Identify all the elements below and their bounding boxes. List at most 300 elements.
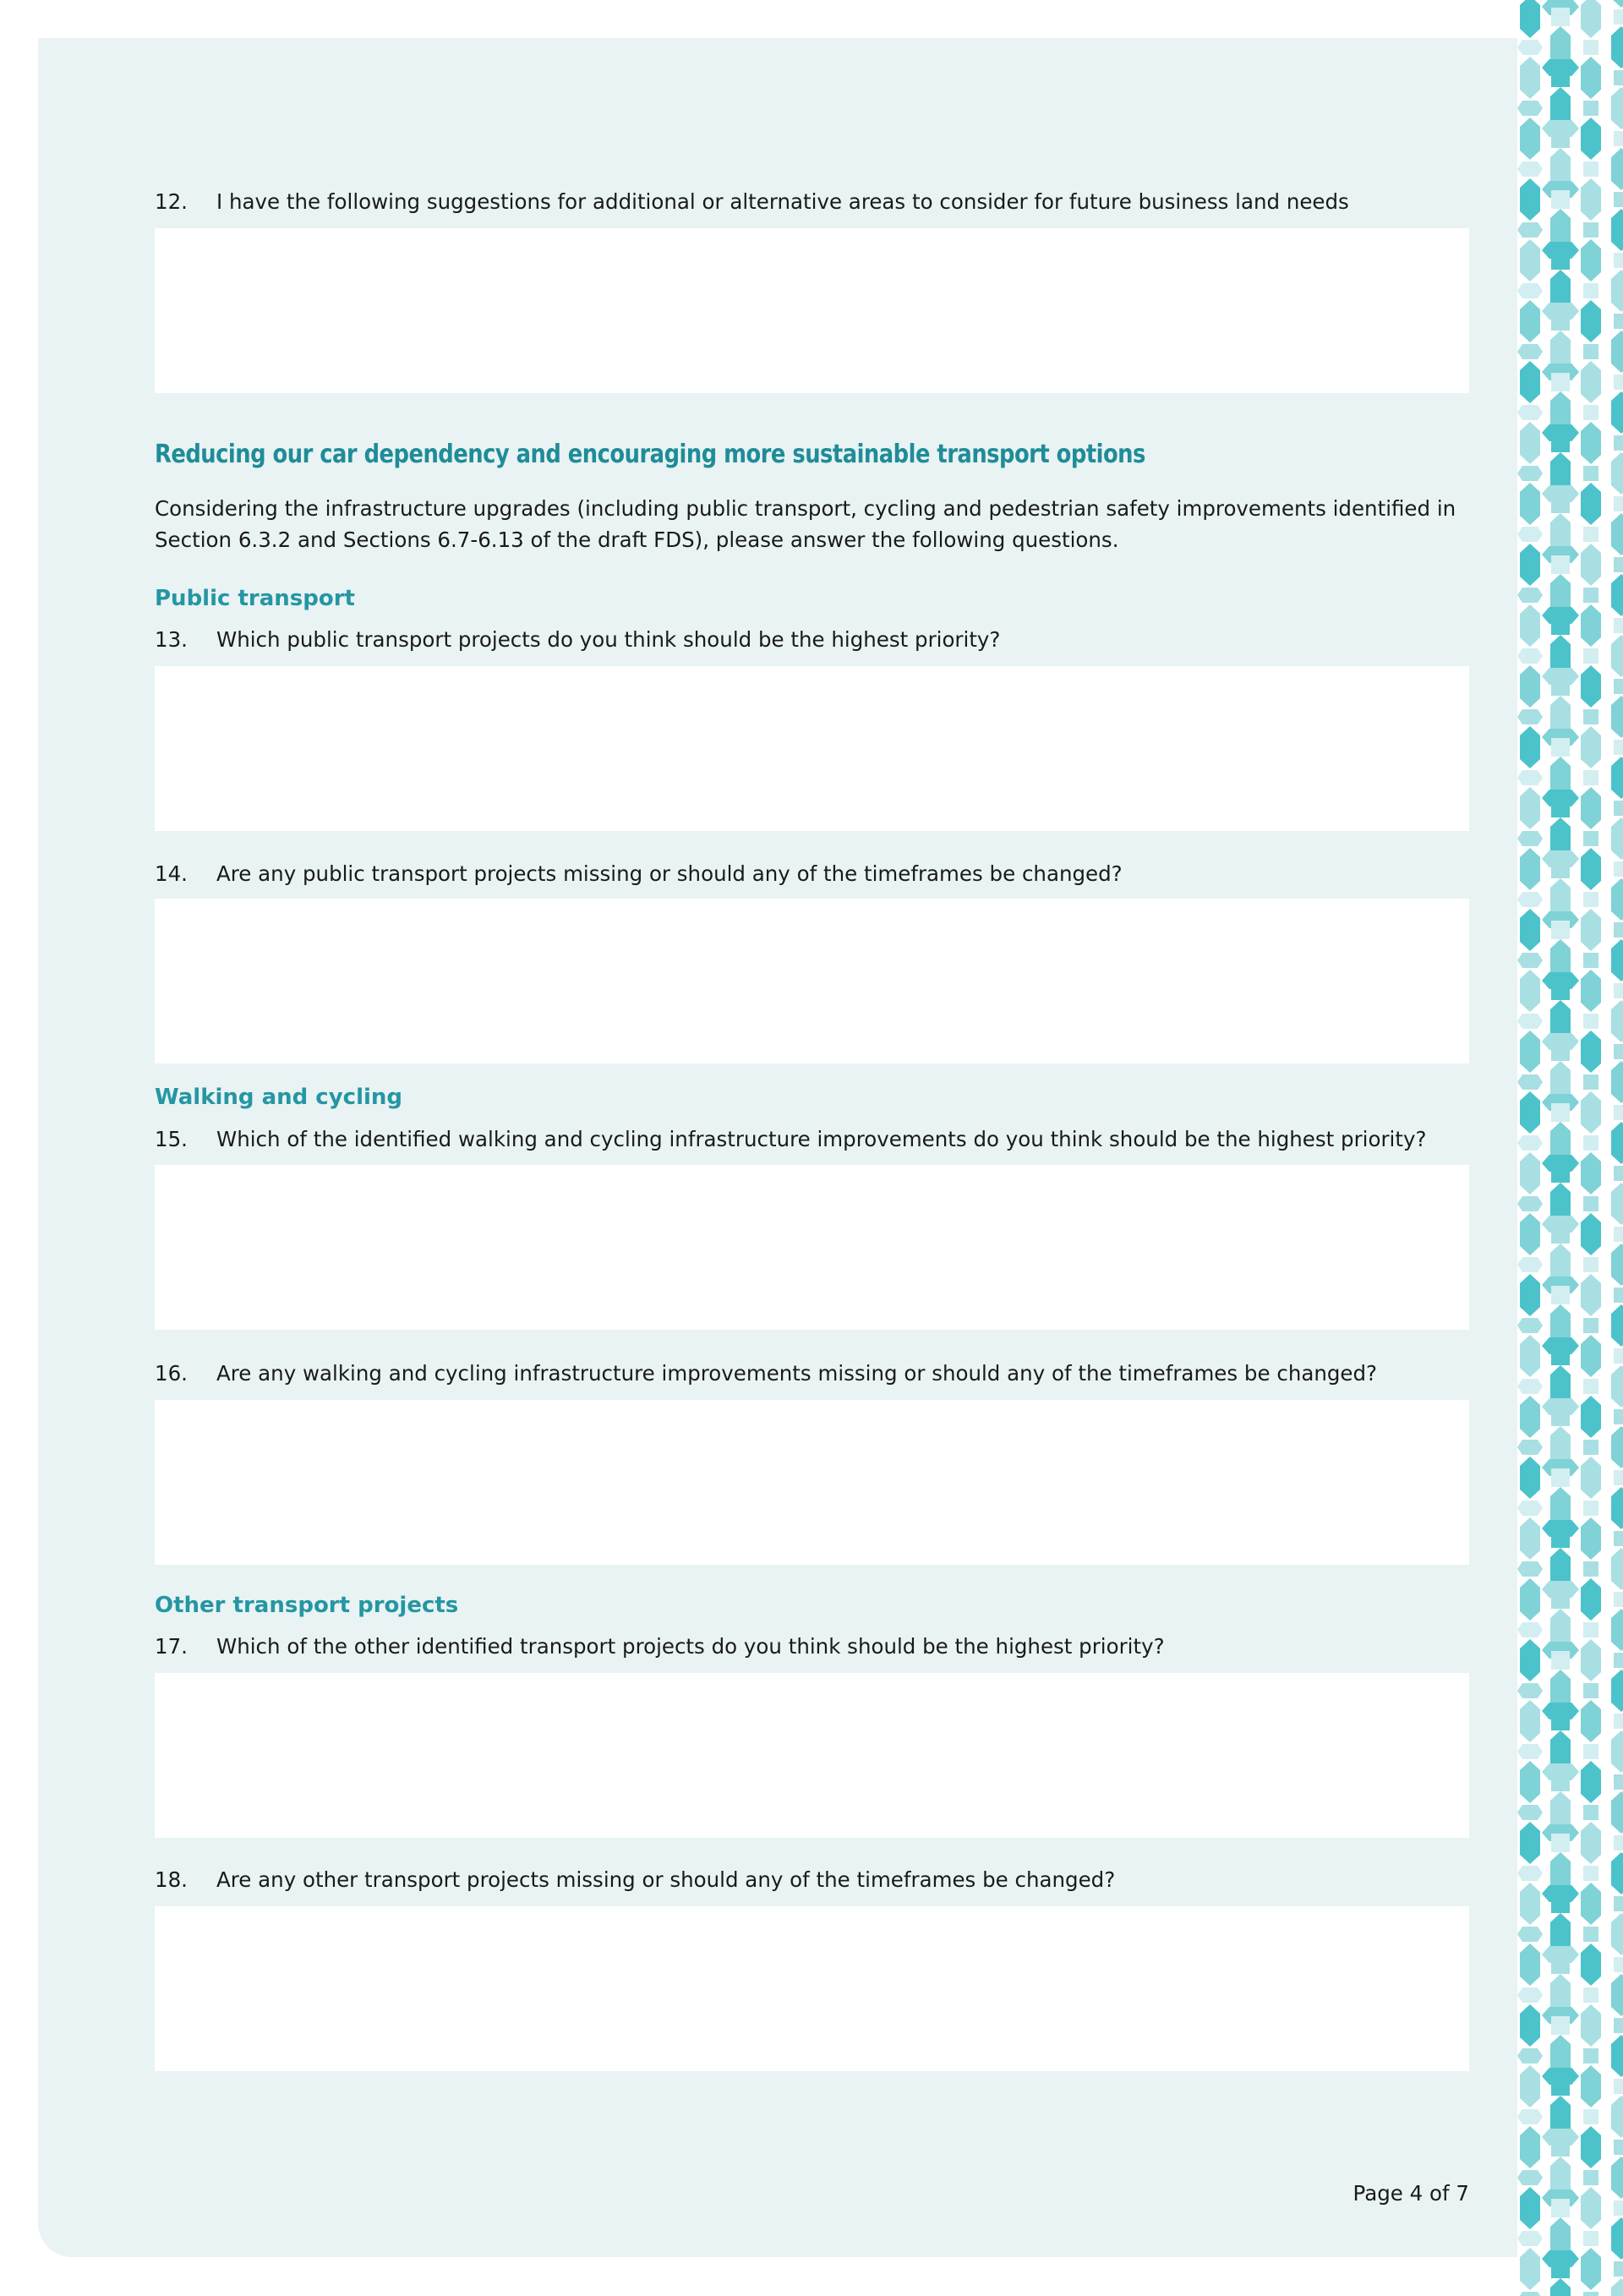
question-15-answer-field[interactable] <box>155 1165 1469 1330</box>
pattern-vertical-hexagon <box>1520 1943 1540 1986</box>
pattern-horizontal-hexagon <box>1517 1318 1543 1333</box>
pattern-horizontal-hexagon <box>1517 283 1543 298</box>
pattern-vertical-hexagon <box>1520 604 1540 647</box>
pattern-square <box>1583 1501 1598 1516</box>
pattern-vertical-hexagon <box>1611 1609 1623 1651</box>
pattern-vertical-hexagon <box>1581 604 1601 647</box>
pattern-square <box>1583 2231 1598 2246</box>
question-number: 13. <box>155 627 188 652</box>
pattern-square <box>1551 1468 1570 1487</box>
pattern-square <box>1551 312 1570 331</box>
pattern-square <box>1551 1347 1570 1365</box>
pattern-square <box>1583 892 1598 907</box>
pattern-vertical-hexagon <box>1611 1183 1623 1225</box>
pattern-vertical-hexagon <box>1581 1639 1601 1681</box>
section-intro: Considering the infrastructure upgrades (including public transport, cycling and pedestrian safety improvements identified in Section 6.3.2 and Sections 6.7-6.13 of the draft FDS), please answer the following questions. <box>155 496 1456 552</box>
pattern-vertical-hexagon <box>1611 1974 1623 2016</box>
pattern-square <box>1551 1164 1570 1183</box>
question-14-answer-field[interactable] <box>155 899 1469 1063</box>
pattern-vertical-hexagon <box>1520 361 1540 403</box>
pattern-square <box>1583 283 1598 298</box>
pattern-square <box>1551 68 1570 87</box>
pattern-vertical-hexagon <box>1611 1670 1623 1712</box>
pattern-vertical-hexagon <box>1611 1061 1623 1103</box>
pattern-vertical-hexagon <box>1520 1213 1540 1255</box>
pattern-square <box>1551 860 1570 878</box>
pattern-vertical-hexagon <box>1520 665 1540 708</box>
pattern-square <box>1614 1957 1623 1972</box>
pattern-vertical-hexagon <box>1611 1487 1623 1529</box>
pattern-vertical-hexagon <box>1611 878 1623 921</box>
pattern-square <box>1583 2170 1598 2185</box>
pattern-vertical-hexagon <box>1520 909 1540 951</box>
pattern-horizontal-hexagon <box>1517 2109 1543 2124</box>
pattern-square <box>1551 1651 1570 1670</box>
pattern-horizontal-hexagon <box>1517 466 1543 481</box>
pattern-horizontal-hexagon <box>1517 405 1543 420</box>
pattern-square <box>1614 1227 1623 1242</box>
pattern-vertical-hexagon <box>1520 1457 1540 1499</box>
pattern-square <box>1583 2048 1598 2064</box>
pattern-square <box>1614 2261 1623 2277</box>
pattern-square <box>1583 1683 1598 1698</box>
page-number: Page 4 of 7 <box>1352 2181 1469 2206</box>
pattern-square <box>1551 1773 1570 1791</box>
pattern-square <box>1583 648 1598 664</box>
pattern-square <box>1614 1531 1623 1546</box>
pattern-square <box>1614 9 1623 25</box>
pattern-vertical-hexagon <box>1581 1700 1601 1742</box>
question-number: 14. <box>155 861 188 886</box>
pattern-square <box>1583 1805 1598 1820</box>
pattern-vertical-hexagon <box>1520 544 1540 586</box>
pattern-square <box>1614 374 1623 390</box>
pattern-vertical-hexagon <box>1520 239 1540 282</box>
pattern-vertical-hexagon <box>1581 1457 1601 1499</box>
pattern-square <box>1551 981 1570 1000</box>
question-12-label <box>155 189 1349 216</box>
pattern-square <box>1583 405 1598 420</box>
pattern-vertical-hexagon <box>1611 1548 1623 1590</box>
pattern-square <box>1583 1014 1598 1029</box>
pattern-horizontal-hexagon <box>1517 1074 1543 1090</box>
pattern-vertical-hexagon <box>1611 1426 1623 1468</box>
pattern-vertical-hexagon <box>1520 1091 1540 1134</box>
pattern-vertical-hexagon <box>1611 2035 1623 2077</box>
pattern-vertical-hexagon <box>1520 1761 1540 1803</box>
pattern-square <box>1583 2109 1598 2124</box>
pattern-square <box>1551 129 1570 148</box>
pattern-square <box>1583 770 1598 785</box>
pattern-square <box>1583 527 1598 542</box>
pattern-square <box>1583 2292 1598 2296</box>
pattern-square <box>1551 1286 1570 1304</box>
question-17-answer-box[interactable] <box>155 1673 1469 1838</box>
pattern-vertical-hexagon <box>1581 1335 1601 1377</box>
pattern-square <box>1551 1408 1570 1426</box>
question-14-answer-box[interactable] <box>155 899 1469 1063</box>
pattern-vertical-hexagon <box>1611 391 1623 434</box>
pattern-horizontal-hexagon <box>1517 40 1543 55</box>
pattern-square <box>1614 70 1623 85</box>
question-17-label <box>155 1633 1165 1660</box>
pattern-square <box>1583 1135 1598 1151</box>
pattern-vertical-hexagon <box>1520 1396 1540 1438</box>
pattern-square <box>1614 679 1623 694</box>
pattern-horizontal-hexagon <box>1517 953 1543 968</box>
pattern-vertical-hexagon <box>1611 513 1623 555</box>
pattern-horizontal-hexagon <box>1517 1196 1543 1211</box>
pattern-square <box>1551 1042 1570 1061</box>
pattern-vertical-hexagon <box>1581 1396 1601 1438</box>
pattern-vertical-hexagon <box>1520 2126 1540 2168</box>
pattern-vertical-hexagon <box>1581 1274 1601 1316</box>
pattern-square <box>1551 251 1570 270</box>
pattern-square <box>1583 1196 1598 1211</box>
pattern-horizontal-hexagon <box>1517 1379 1543 1394</box>
pattern-square <box>1614 1774 1623 1790</box>
pattern-vertical-hexagon <box>1581 300 1601 342</box>
pattern-square <box>1551 1894 1570 1913</box>
question-13-label <box>155 626 1000 653</box>
pattern-square <box>1551 2077 1570 2096</box>
pattern-square <box>1614 1653 1623 1668</box>
pattern-vertical-hexagon <box>1611 1852 1623 1894</box>
question-16-answer-box[interactable] <box>155 1400 1469 1565</box>
subheading-other-transport: Other transport projects <box>155 1593 459 1618</box>
pattern-vertical-hexagon <box>1581 1761 1601 1803</box>
question-18-answer-field[interactable] <box>155 1906 1469 2071</box>
pattern-square <box>1614 1835 1623 1850</box>
pattern-vertical-hexagon <box>1581 2248 1601 2290</box>
pattern-square <box>1583 1561 1598 1577</box>
pattern-vertical-hexagon <box>1611 1244 1623 1286</box>
pattern-horizontal-hexagon <box>1517 2048 1543 2064</box>
question-12-answer-box[interactable] <box>155 228 1469 393</box>
pattern-square <box>1551 2138 1570 2157</box>
pattern-horizontal-hexagon <box>1517 892 1543 907</box>
pattern-vertical-hexagon <box>1520 970 1540 1012</box>
pattern-square <box>1614 131 1623 146</box>
pattern-square <box>1583 1927 1598 1942</box>
pattern-vertical-hexagon <box>1581 1883 1601 1925</box>
pattern-square <box>1614 1105 1623 1120</box>
pattern-vertical-hexagon <box>1520 2187 1540 2229</box>
pattern-horizontal-hexagon <box>1517 1805 1543 1820</box>
pattern-square <box>1614 1166 1623 1181</box>
pattern-square <box>1551 2016 1570 2035</box>
pattern-square <box>1551 373 1570 391</box>
pattern-horizontal-hexagon <box>1517 2170 1543 2185</box>
pattern-vertical-hexagon <box>1581 118 1601 160</box>
pattern-vertical-hexagon <box>1611 0 1623 8</box>
pattern-horizontal-hexagon <box>1517 709 1543 724</box>
pattern-vertical-hexagon <box>1520 1030 1540 1073</box>
pattern-square <box>1583 1866 1598 1881</box>
pattern-square <box>1614 557 1623 572</box>
pattern-vertical-hexagon <box>1611 331 1623 373</box>
question-14-label <box>155 861 1123 888</box>
pattern-square <box>1583 1440 1598 1455</box>
question-16-answer-field[interactable] <box>155 1400 1469 1565</box>
pattern-square <box>1551 738 1570 757</box>
question-number: 12. <box>155 189 188 214</box>
pattern-vertical-hexagon <box>1581 1943 1601 1986</box>
pattern-vertical-hexagon <box>1581 2187 1601 2229</box>
pattern-square <box>1614 2018 1623 2033</box>
subheading-walking-cycling: Walking and cycling <box>155 1085 403 1110</box>
question-text: Which of the identified walking and cycling infrastructure improvements do you think should be the highest priority? <box>216 1127 1427 1151</box>
pattern-square <box>1551 8 1570 26</box>
pattern-square <box>1614 314 1623 329</box>
pattern-horizontal-hexagon <box>1517 2292 1543 2296</box>
pattern-square <box>1614 861 1623 877</box>
pattern-square <box>1583 1987 1598 2003</box>
pattern-vertical-hexagon <box>1581 0 1601 38</box>
subheading-public-transport: Public transport <box>155 586 355 611</box>
pattern-vertical-hexagon <box>1611 2278 1623 2296</box>
question-text: Are any public transport projects missing or should any of the timeframes be changed? <box>216 861 1123 886</box>
pattern-square <box>1583 1074 1598 1090</box>
pattern-square <box>1614 435 1623 451</box>
pattern-square <box>1583 40 1598 55</box>
pattern-horizontal-hexagon <box>1517 344 1543 359</box>
pattern-vertical-hexagon <box>1520 300 1540 342</box>
pattern-square <box>1551 555 1570 574</box>
pattern-vertical-hexagon <box>1581 57 1601 99</box>
pattern-vertical-hexagon <box>1611 1913 1623 1955</box>
pattern-vertical-hexagon <box>1581 239 1601 282</box>
pattern-vertical-hexagon <box>1581 1822 1601 1864</box>
pattern-square <box>1614 1592 1623 1607</box>
pattern-horizontal-hexagon <box>1517 1135 1543 1151</box>
pattern-square <box>1614 618 1623 633</box>
pattern-vertical-hexagon <box>1611 817 1623 860</box>
pattern-square <box>1551 1590 1570 1609</box>
pattern-vertical-hexagon <box>1611 87 1623 129</box>
pattern-vertical-hexagon <box>1520 2248 1540 2290</box>
pattern-vertical-hexagon <box>1520 848 1540 890</box>
pattern-vertical-hexagon <box>1581 2065 1601 2107</box>
pattern-vertical-hexagon <box>1520 1883 1540 1925</box>
pattern-square <box>1614 192 1623 207</box>
pattern-square <box>1551 1955 1570 1974</box>
pattern-vertical-hexagon <box>1611 2096 1623 2138</box>
pattern-vertical-hexagon <box>1581 909 1601 951</box>
pattern-vertical-hexagon <box>1520 422 1540 464</box>
pattern-square <box>1614 1287 1623 1303</box>
pattern-square <box>1583 161 1598 177</box>
question-text: Which public transport projects do you think should be the highest priority? <box>216 627 1001 652</box>
pattern-square <box>1583 1257 1598 1272</box>
question-number: 16. <box>155 1361 188 1386</box>
pattern-horizontal-hexagon <box>1517 1440 1543 1455</box>
pattern-horizontal-hexagon <box>1517 1987 1543 2003</box>
pattern-vertical-hexagon <box>1581 1578 1601 1621</box>
pattern-vertical-hexagon <box>1520 1152 1540 1194</box>
pattern-vertical-hexagon <box>1611 1000 1623 1042</box>
pattern-vertical-hexagon <box>1581 2126 1601 2168</box>
pattern-square <box>1614 801 1623 816</box>
pattern-vertical-hexagon <box>1520 1822 1540 1864</box>
pattern-square <box>1583 1622 1598 1637</box>
pattern-vertical-hexagon <box>1520 1517 1540 1560</box>
question-12-answer-field[interactable] <box>155 228 1469 393</box>
pattern-vertical-hexagon <box>1581 422 1601 464</box>
pattern-vertical-hexagon <box>1520 1335 1540 1377</box>
pattern-vertical-hexagon <box>1611 2217 1623 2260</box>
pattern-horizontal-hexagon <box>1517 222 1543 238</box>
question-number: 18. <box>155 1867 188 1892</box>
pattern-vertical-hexagon <box>1520 0 1540 38</box>
pattern-square <box>1583 831 1598 846</box>
pattern-vertical-hexagon <box>1550 2278 1571 2296</box>
question-text: Are any other transport projects missing or should any of the timeframes be changed? <box>216 1867 1116 1892</box>
pattern-horizontal-hexagon <box>1517 161 1543 177</box>
pattern-square <box>1583 1744 1598 1759</box>
pattern-square <box>1551 495 1570 513</box>
pattern-horizontal-hexagon <box>1517 588 1543 603</box>
pattern-square <box>1551 1834 1570 1852</box>
pattern-square <box>1551 1225 1570 1244</box>
pattern-horizontal-hexagon <box>1517 831 1543 846</box>
question-15-label <box>155 1126 1426 1153</box>
pattern-horizontal-hexagon <box>1517 1561 1543 1577</box>
pattern-horizontal-hexagon <box>1517 2231 1543 2246</box>
pattern-square <box>1583 101 1598 116</box>
pattern-vertical-hexagon <box>1611 452 1623 495</box>
pattern-vertical-hexagon <box>1611 1730 1623 1773</box>
pattern-horizontal-hexagon <box>1517 1622 1543 1637</box>
pattern-square <box>1551 434 1570 452</box>
pattern-vertical-hexagon <box>1581 848 1601 890</box>
pattern-vertical-hexagon <box>1581 361 1601 403</box>
pattern-square <box>1614 1714 1623 1729</box>
pattern-square <box>1551 1529 1570 1548</box>
pattern-vertical-hexagon <box>1520 1700 1540 1742</box>
pattern-square <box>1551 799 1570 817</box>
pattern-horizontal-hexagon <box>1517 527 1543 542</box>
pattern-square <box>1614 2079 1623 2094</box>
pattern-vertical-hexagon <box>1581 726 1601 768</box>
pattern-square <box>1614 2140 1623 2155</box>
pattern-square <box>1583 1379 1598 1394</box>
pattern-vertical-hexagon <box>1520 118 1540 160</box>
question-text: Are any walking and cycling infrastructure improvements missing or should any of the timeframes be changed? <box>216 1361 1378 1386</box>
question-15-answer-box[interactable] <box>155 1165 1469 1330</box>
question-17-answer-field[interactable] <box>155 1673 1469 1838</box>
pattern-vertical-hexagon <box>1581 1213 1601 1255</box>
question-16-label <box>155 1360 1377 1387</box>
pattern-vertical-hexagon <box>1520 57 1540 99</box>
pattern-vertical-hexagon <box>1581 178 1601 221</box>
pattern-square <box>1614 983 1623 998</box>
pattern-square <box>1614 253 1623 268</box>
pattern-vertical-hexagon <box>1581 483 1601 525</box>
pattern-vertical-hexagon <box>1611 1365 1623 1408</box>
decorative-pattern <box>1517 0 1623 2296</box>
pattern-vertical-hexagon <box>1520 2004 1540 2047</box>
pattern-vertical-hexagon <box>1581 1517 1601 1560</box>
pattern-vertical-hexagon <box>1611 574 1623 616</box>
pattern-vertical-hexagon <box>1611 757 1623 799</box>
pattern-square <box>1614 496 1623 511</box>
pattern-square <box>1614 2200 1623 2216</box>
pattern-square <box>1583 344 1598 359</box>
question-number: 15. <box>155 1127 188 1151</box>
pattern-horizontal-hexagon <box>1517 1257 1543 1272</box>
pattern-square <box>1551 190 1570 209</box>
pattern-horizontal-hexagon <box>1517 101 1543 116</box>
section-heading: Reducing our car dependency and encouraging more sustainable transport options <box>155 440 1145 469</box>
pattern-square <box>1583 222 1598 238</box>
pattern-horizontal-hexagon <box>1517 1014 1543 1029</box>
pattern-vertical-hexagon <box>1581 665 1601 708</box>
pattern-square <box>1614 922 1623 938</box>
pattern-square <box>1583 1318 1598 1333</box>
pattern-horizontal-hexagon <box>1517 648 1543 664</box>
pattern-square <box>1551 2260 1570 2278</box>
pattern-vertical-hexagon <box>1611 1122 1623 1164</box>
pattern-vertical-hexagon <box>1611 270 1623 312</box>
pattern-vertical-hexagon <box>1611 26 1623 68</box>
pattern-vertical-hexagon <box>1611 939 1623 981</box>
pattern-vertical-hexagon <box>1581 970 1601 1012</box>
pattern-horizontal-hexagon <box>1517 1866 1543 1881</box>
pattern-vertical-hexagon <box>1611 148 1623 190</box>
pattern-square <box>1583 709 1598 724</box>
question-18-answer-box[interactable] <box>155 1906 1469 2071</box>
pattern-square <box>1551 677 1570 696</box>
question-text: I have the following suggestions for additional or alternative areas to consider for future business land needs <box>216 189 1349 214</box>
pattern-square <box>1614 1348 1623 1364</box>
pattern-square <box>1551 921 1570 939</box>
pattern-square <box>1614 1896 1623 1911</box>
pattern-square <box>1583 588 1598 603</box>
pattern-vertical-hexagon <box>1611 1791 1623 1834</box>
question-13-answer-field[interactable] <box>155 666 1469 831</box>
pattern-horizontal-hexagon <box>1517 1744 1543 1759</box>
question-13-answer-box[interactable] <box>155 666 1469 831</box>
pattern-square <box>1614 1044 1623 1059</box>
pattern-horizontal-hexagon <box>1517 1927 1543 1942</box>
pattern-square <box>1551 616 1570 635</box>
pattern-square <box>1614 740 1623 755</box>
pattern-vertical-hexagon <box>1520 2065 1540 2107</box>
pattern-vertical-hexagon <box>1581 1152 1601 1194</box>
pattern-vertical-hexagon <box>1520 1639 1540 1681</box>
pattern-vertical-hexagon <box>1520 726 1540 768</box>
pattern-horizontal-hexagon <box>1517 1683 1543 1698</box>
pattern-square <box>1551 2199 1570 2217</box>
question-18-label <box>155 1867 1115 1894</box>
pattern-vertical-hexagon <box>1611 635 1623 677</box>
pattern-vertical-hexagon <box>1581 2004 1601 2047</box>
pattern-vertical-hexagon <box>1611 1304 1623 1347</box>
question-text: Which of the other identified transport projects do you think should be the highest priority? <box>216 1634 1165 1659</box>
pattern-vertical-hexagon <box>1581 544 1601 586</box>
pattern-horizontal-hexagon <box>1517 1501 1543 1516</box>
pattern-vertical-hexagon <box>1520 483 1540 525</box>
pattern-vertical-hexagon <box>1611 2157 1623 2199</box>
pattern-vertical-hexagon <box>1520 1578 1540 1621</box>
pattern-vertical-hexagon <box>1520 787 1540 829</box>
pattern-square <box>1614 1409 1623 1424</box>
pattern-square <box>1614 1470 1623 1485</box>
pattern-horizontal-hexagon <box>1517 770 1543 785</box>
pattern-square <box>1583 466 1598 481</box>
pattern-square <box>1551 1712 1570 1730</box>
